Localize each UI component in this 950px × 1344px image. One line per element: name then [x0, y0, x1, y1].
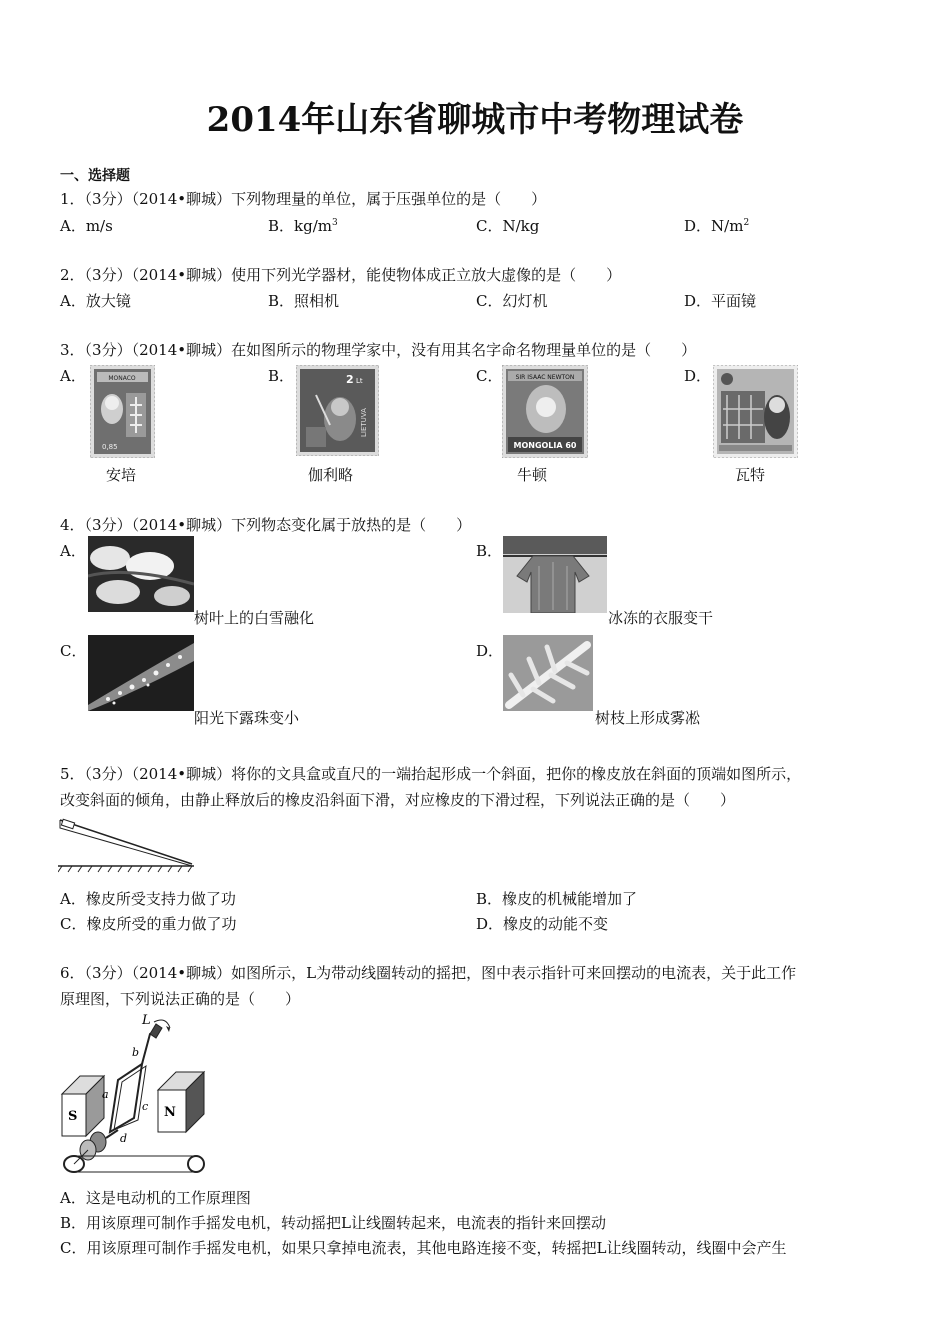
q4-option-b: B． — [476, 542, 503, 560]
snow-leaves-image — [88, 536, 194, 612]
svg-text:L: L — [142, 1014, 151, 1028]
section-heading: 一、选择题 — [60, 168, 130, 184]
q2-option-b: B．照相机 — [268, 292, 340, 310]
svg-text:MONGOLIA 60: MONGOLIA 60 — [513, 441, 577, 450]
svg-text:2: 2 — [346, 373, 354, 386]
svg-text:S: S — [68, 1109, 78, 1124]
svg-text:d: d — [120, 1132, 128, 1145]
generator-diagram — [58, 1014, 208, 1180]
svg-text:LIETUVA: LIETUVA — [360, 408, 368, 437]
q1-option-a: A．m/s — [60, 217, 113, 235]
page-title: 2014年山东省聊城市中考物理试卷 — [206, 100, 744, 140]
frozen-clothes-image — [503, 536, 607, 613]
q3-caption-d: 瓦特 — [735, 466, 766, 484]
q4-option-a: A． — [60, 542, 86, 560]
q4-option-c: C． — [60, 642, 87, 660]
q2-option-a: A．放大镜 — [60, 292, 131, 310]
q3-option-a: A． — [60, 367, 86, 385]
question-1-stem: 1．（3分）（2014•聊城）下列物理量的单位，属于压强单位的是（ ） — [60, 190, 547, 208]
q2-option-c: C．幻灯机 — [476, 292, 548, 310]
question-6-stem-line2: 原理图，下列说法正确的是（ ） — [60, 990, 301, 1008]
svg-text:MONACO: MONACO — [108, 375, 136, 382]
q4-caption-a: 树叶上的白雪融化 — [194, 609, 315, 627]
question-5-stem-line1: 5．（3分）（2014•聊城）将你的文具盒或直尺的一端抬起形成一个斜面，把你的橡皮放在斜面的顶端如图所示， — [60, 765, 802, 783]
q5-option-a: A．橡皮所受支持力做了功 — [60, 890, 236, 908]
q5-option-d: D．橡皮的动能不变 — [476, 915, 609, 933]
q1-option-c: C．N/kg — [476, 217, 540, 235]
q4-caption-b: 冰冻的衣服变干 — [608, 609, 714, 627]
q2-option-d: D．平面镜 — [684, 292, 757, 310]
q6-option-b: B．用该原理可制作手摇发电机，转动摇把L让线圈转起来，电流表的指针来回摆动 — [60, 1214, 606, 1232]
q3-option-d: D． — [684, 367, 712, 385]
q5-option-c: C．橡皮所受的重力做了功 — [60, 915, 237, 933]
stamp-watt-image — [713, 365, 798, 458]
svg-text:Lt: Lt — [356, 377, 363, 385]
svg-text:a: a — [102, 1088, 109, 1101]
svg-text:0,85: 0,85 — [102, 443, 118, 451]
dew-leaf-image — [88, 635, 194, 711]
svg-text:b: b — [132, 1046, 140, 1059]
stamp-ampere-image — [90, 365, 155, 458]
stamp-newton-image — [502, 365, 588, 458]
question-3-stem: 3．（3分）（2014•聊城）在如图所示的物理学家中，没有用其名字命名物理量单位的是（ ） — [60, 341, 697, 359]
question-6-stem-line1: 6．（3分）（2014•聊城）如图所示，L为带动线圈转动的摇把，图中表示指针可来回摆动的电流表，关于此工作 — [60, 964, 797, 982]
q4-option-d: D． — [476, 642, 504, 660]
q6-option-a: A．这是电动机的工作原理图 — [60, 1189, 251, 1207]
q3-caption-b: 伽利略 — [308, 466, 354, 484]
q3-caption-c: 牛顿 — [517, 466, 548, 484]
q1-option-b: B．$kg/m^3$ — [268, 217, 338, 235]
svg-text:N: N — [164, 1105, 176, 1120]
q1-option-d: D．$N/m^2$ — [684, 217, 750, 235]
q4-caption-d: 树枝上形成雾凇 — [595, 709, 701, 727]
q3-option-c: C． — [476, 367, 503, 385]
question-2-stem: 2．（3分）（2014•聊城）使用下列光学器材，能使物体成正立放大虚像的是（ ） — [60, 266, 622, 284]
question-5-stem-line2: 改变斜面的倾角，由静止释放后的橡皮沿斜面下滑，对应橡皮的下滑过程，下列说法正确的是（ ） — [60, 791, 736, 809]
rime-branch-image — [503, 635, 593, 711]
q3-option-b: B． — [268, 367, 295, 385]
svg-text:c: c — [142, 1100, 149, 1113]
stamp-galileo-image — [296, 365, 379, 456]
q6-option-c: C．用该原理可制作手摇发电机，如果只拿掉电流表，其他电路连接不变，转摇把L让线圈转动，线圈中会产生 — [60, 1239, 787, 1257]
q5-option-b: B．橡皮的机械能增加了 — [476, 890, 638, 908]
incline-eraser-diagram — [58, 818, 196, 874]
svg-text:SIR ISAAC NEWTON: SIR ISAAC NEWTON — [515, 374, 575, 381]
q3-caption-a: 安培 — [106, 466, 137, 484]
question-4-stem: 4．（3分）（2014•聊城）下列物态变化属于放热的是（ ） — [60, 516, 472, 534]
q4-caption-c: 阳光下露珠变小 — [194, 709, 300, 727]
